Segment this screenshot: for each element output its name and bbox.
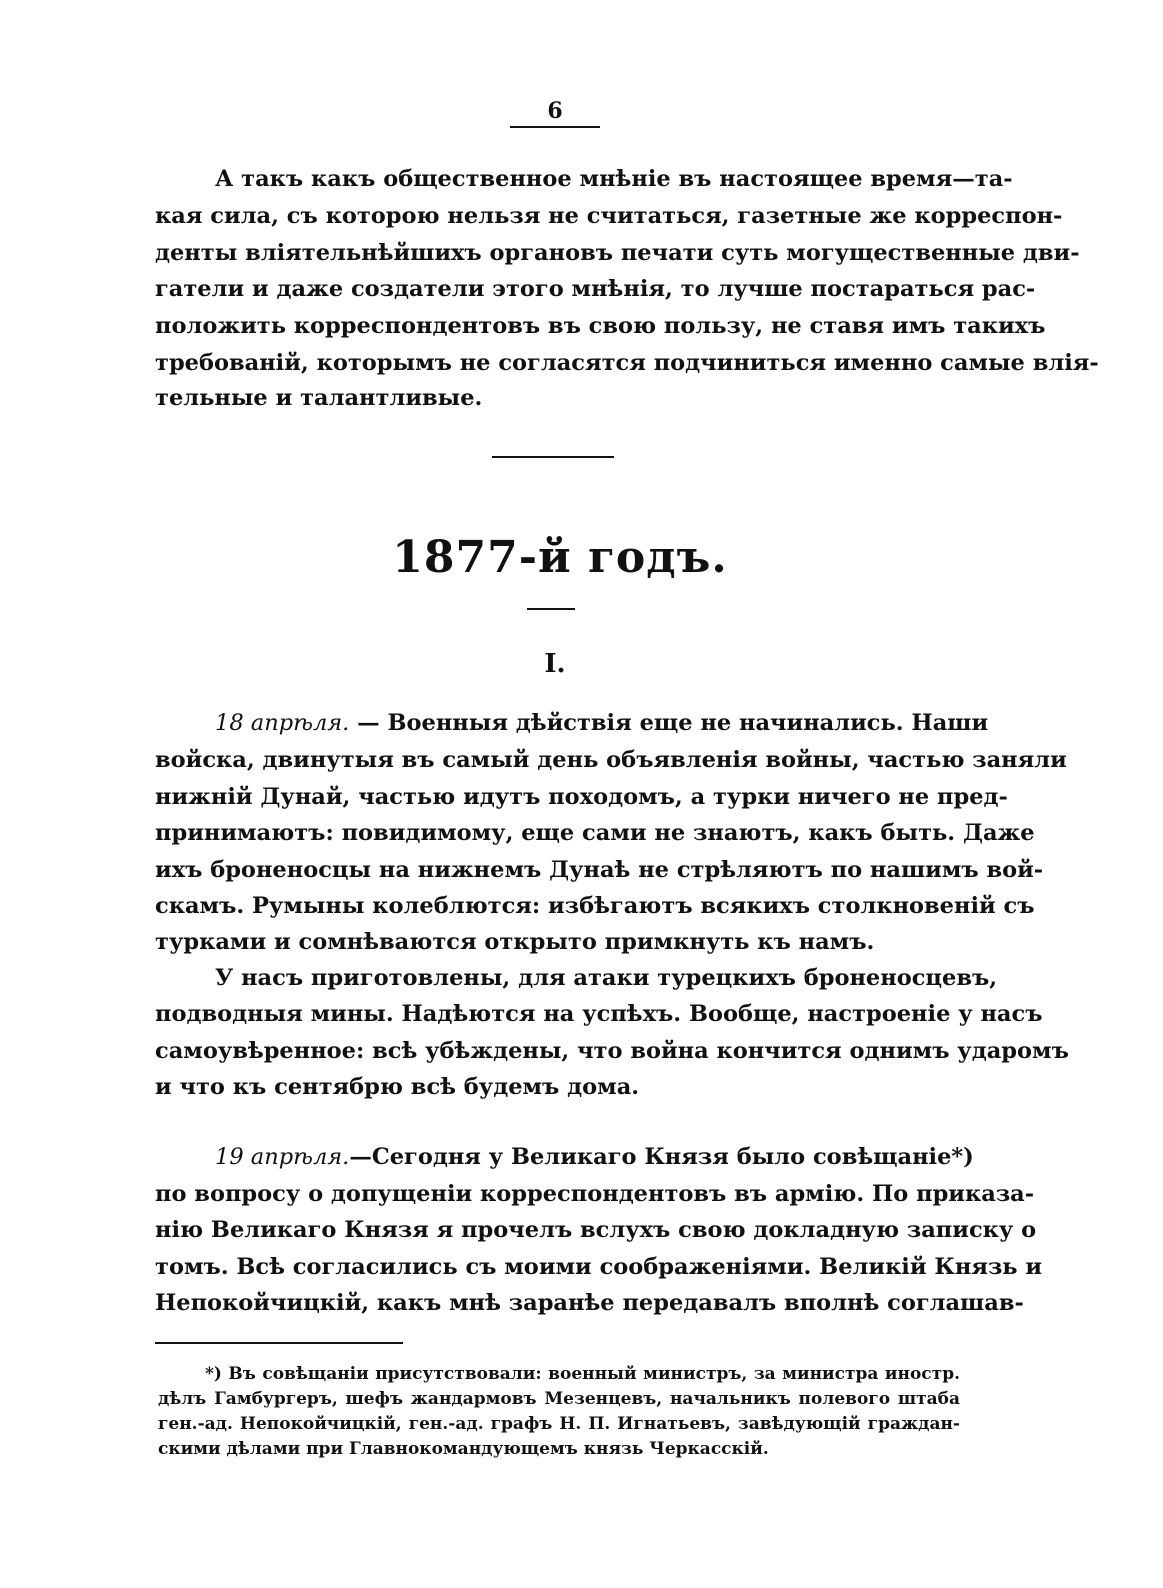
entry-date: 18 апрѣля. — [215, 710, 350, 736]
text-line: по вопросу о допущеніи корреспондентовъ въ армію. По приказа- — [155, 1181, 1035, 1207]
entry-first-line — [215, 710, 989, 736]
text-line: положить корреспондентовъ въ свою пользу, не ставя имъ такихъ — [155, 313, 1046, 339]
entry-first-line — [215, 1144, 974, 1170]
entry-text: — Военныя дѣйствія еще не начинались. Наши — [349, 710, 989, 736]
footnote-line: скими дѣлами при Главнокомандующемъ князь Черкасскій. — [158, 1439, 769, 1459]
text-line: У насъ приготовлены, для атаки турецкихъ броненосцевъ, — [215, 965, 998, 991]
text-line: требованій, которымъ не согласятся подчиниться именно самые влія- — [155, 350, 1099, 376]
text-line: кая сила, съ которою нельзя не считаться, газетные же корреспон- — [155, 203, 1063, 229]
text-line: тельные и талантливые. — [155, 385, 483, 411]
text-line: войска, двинутыя въ самый день объявленія войны, частью заняли — [155, 747, 1067, 773]
text-line: гатели и даже создатели этого мнѣнія, то лучше постараться рас- — [155, 276, 1036, 302]
text-line: нію Великаго Князя я прочелъ вслухъ свою докладную записку о — [155, 1217, 1037, 1243]
title-rule — [527, 608, 575, 610]
footnote-rule — [155, 1342, 403, 1344]
text-line: ихъ броненосцы на нижнемъ Дунаѣ не стрѣляютъ по нашимъ вой- — [155, 857, 1044, 883]
section-divider — [492, 456, 614, 458]
text-line: турками и сомнѣваются открыто примкнуть къ намъ. — [155, 929, 875, 955]
entry-date: 19 апрѣля. — [215, 1144, 350, 1170]
footnote-line: дѣлъ Гамбургеръ, шефъ жандармовъ Мезенцевъ, начальникъ полевого штаба — [158, 1389, 960, 1409]
text-line: и что къ сентябрю всѣ будемъ дома. — [155, 1074, 640, 1100]
text-line: нижній Дунай, частью идутъ походомъ, а турки ничего не пред- — [155, 784, 1008, 810]
footnote-line: *) Въ совѣщаніи присутствовали: военный министръ, за министра иностр. — [205, 1364, 960, 1384]
entry-text: —Сегодня у Великаго Князя было совѣщаніе*) — [349, 1144, 974, 1170]
text-line: принимаютъ: повидимому, еще сами не знаютъ, какъ быть. Даже — [155, 820, 1035, 846]
text-line: денты вліятельнѣйшихъ органовъ печати суть могущественные дви- — [155, 240, 1080, 266]
text-line: А такъ какъ общественное мнѣніе въ настоящее время—та- — [215, 166, 1013, 192]
text-line: скамъ. Румыны колеблются: избѣгаютъ всякихъ столкновеній съ — [155, 893, 1035, 919]
text-line: томъ. Всѣ согласились съ моими соображеніями. Великій Князь и — [155, 1254, 1043, 1280]
page-number: 6 — [547, 98, 563, 124]
year-title: 1877-й годъ. — [392, 532, 728, 583]
text-line: подводныя мины. Надѣются на успѣхъ. Вообще, настроеніе у насъ — [155, 1001, 1043, 1027]
chapter-number: I. — [544, 649, 566, 679]
text-line: самоувѣренное: всѣ убѣждены, что война кончится однимъ ударомъ — [155, 1038, 1069, 1064]
footnote-line: ген.-ад. Непокойчицкій, ген.-ад. графъ Н. П. Игнатьевъ, завѣдующій граждан- — [158, 1414, 960, 1434]
page-number-rule — [510, 126, 600, 128]
text-line: Непокойчицкій, какъ мнѣ заранѣе передавалъ вполнѣ соглашав- — [155, 1290, 1024, 1316]
